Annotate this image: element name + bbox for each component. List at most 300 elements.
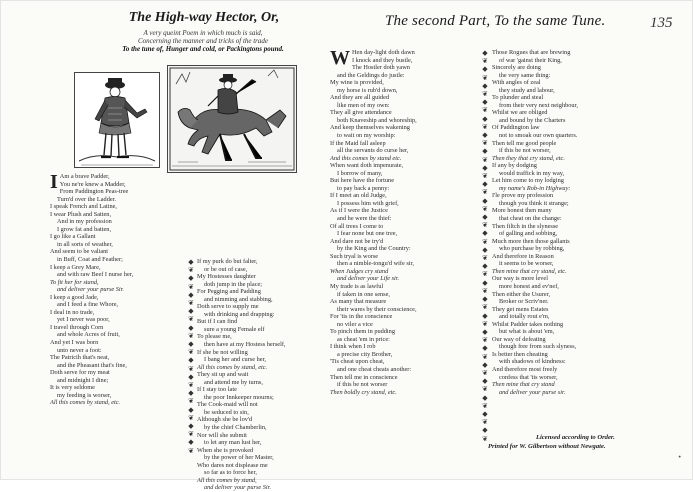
verse-line	[197, 258, 286, 266]
verse-line	[492, 283, 578, 291]
verse-line	[197, 273, 286, 281]
verse-line	[492, 321, 578, 329]
verse-line	[50, 294, 133, 302]
verse-line	[50, 211, 133, 219]
verse-text: If I stay too late	[197, 386, 237, 394]
verse-line	[197, 281, 286, 289]
verse-text: I speak French and Latine,	[50, 203, 117, 211]
verse-line	[330, 117, 417, 125]
verse-line	[197, 356, 286, 364]
verse-line	[50, 392, 133, 400]
verse-line	[330, 223, 417, 231]
verse-line	[330, 207, 417, 215]
verse-text: And this comes by stand etc.	[330, 154, 402, 162]
verse-line	[50, 377, 133, 385]
verse-text: Then mine that cry stand, etc.	[492, 267, 567, 275]
verse-line	[197, 462, 286, 470]
verse-text: all the servants do curse her,	[337, 147, 409, 155]
verse-text: And therefore most freely	[492, 365, 558, 373]
verse-line	[330, 155, 417, 163]
verse-text: And seem to be valiant	[50, 248, 109, 256]
verse-line	[492, 275, 578, 283]
verse-text: then have at my Hostess herself,	[204, 341, 286, 349]
verse-line	[197, 484, 286, 492]
verse-line	[330, 275, 417, 283]
verse-text: to wait on my worship:	[337, 132, 396, 140]
verse-text: of war 'gainst their King,	[499, 56, 562, 64]
verse-line	[492, 238, 578, 246]
verse-line	[330, 87, 417, 95]
verse-line	[330, 306, 417, 314]
verse-text: Then either the Usurer,	[492, 290, 551, 298]
column-4	[492, 49, 578, 396]
verse-line	[492, 343, 578, 351]
standing-gentleman-woodcut	[74, 72, 160, 168]
verse-line	[50, 301, 133, 309]
verse-text: a precise city Brother,	[337, 350, 393, 358]
verse-text: From Paddington Peas-tree	[59, 188, 129, 196]
verse-text: to pay back a penny:	[337, 184, 390, 192]
verse-text: the poor Innkeeper mourns;	[204, 393, 274, 401]
verse-line	[330, 351, 417, 359]
verse-line	[50, 279, 133, 287]
verse-line	[50, 196, 133, 204]
verse-text: that cheat on the change:	[499, 215, 562, 223]
verse-line	[330, 124, 417, 132]
verse-line	[492, 230, 578, 238]
verse-line	[330, 79, 417, 87]
verse-line	[197, 303, 286, 311]
verse-text: Such tryal is worse	[330, 252, 379, 260]
verse-text: my name's Rob-in Highway:	[499, 184, 571, 192]
verse-text: Then mine that cry stand	[492, 381, 555, 389]
verse-line	[492, 49, 578, 57]
column-1	[50, 173, 133, 407]
verse-text: but what is about 'em,	[499, 328, 555, 336]
verse-text: When want doth impenurate,	[330, 162, 404, 170]
verse-line	[492, 268, 578, 276]
verse-text: And therefore in Reason	[492, 252, 554, 260]
verse-line	[50, 181, 133, 189]
verse-line	[50, 399, 133, 407]
verse-text: doth jump in the place;	[204, 280, 263, 288]
verse-text: and attend me by turns,	[204, 378, 263, 386]
verse-text: by the King and the Country:	[337, 245, 411, 253]
verse-line	[492, 147, 578, 155]
verse-line	[492, 94, 578, 102]
verse-line	[197, 477, 286, 485]
verse-line	[197, 439, 286, 447]
verse-text: I knock and they bustle,	[352, 56, 413, 64]
verse-line	[330, 230, 417, 238]
verse-text: like men of my own:	[337, 101, 390, 109]
ballad-title: The High-way Hector, Or,	[128, 10, 280, 25]
horseman-figure-icon	[168, 66, 296, 172]
verse-line	[492, 109, 578, 117]
verse-line	[492, 140, 578, 148]
verse-text: and deliver your purse Sir.	[204, 484, 271, 492]
verse-line	[492, 207, 578, 215]
verse-line	[197, 424, 286, 432]
verse-text: and deliver your purse sir.	[499, 388, 566, 396]
verse-line	[492, 381, 578, 389]
verse-text: My trade is as lawful	[330, 282, 384, 290]
verse-text: I think when I rob	[330, 343, 376, 351]
verse-text: All this comes by stand,	[197, 476, 257, 484]
verse-text: they study and labour,	[499, 86, 555, 94]
verse-line	[197, 371, 286, 379]
verse-text: more honest and ev'nef,	[499, 282, 559, 290]
verse-text: and I feed a fine Whore,	[57, 301, 119, 309]
verse-line	[50, 362, 133, 370]
licensed-note: Licensed according to Order.	[536, 434, 615, 441]
verse-text: My Hostesses daughter	[197, 273, 256, 281]
verse-text: then a nimble-tongu'd wife sir,	[337, 260, 414, 268]
verse-line	[330, 328, 417, 336]
verse-text: Then filtch in the slynesse	[492, 222, 559, 230]
verse-text: For 'tis in the conscience	[330, 313, 393, 321]
verse-text: Our way is more level	[492, 275, 548, 283]
verse-text: Whilst Padder takes nothing	[492, 320, 564, 328]
verse-text: When Judges cry stand	[330, 267, 389, 275]
verse-line	[492, 298, 578, 306]
verse-text: and deliver your Life sir.	[337, 275, 400, 283]
verse-text: with shadows of kindness:	[499, 358, 566, 366]
verse-text: And yet I was born	[50, 339, 99, 347]
verse-text: unto never a foot:	[57, 346, 102, 354]
verse-text: and whole Acres of fruit,	[57, 331, 120, 339]
verse-line	[50, 309, 133, 317]
verse-line	[492, 200, 578, 208]
verse-line	[492, 245, 578, 253]
verse-line	[50, 226, 133, 234]
verse-line	[197, 447, 286, 455]
verse-text: Then boldly cry stand, etc.	[330, 388, 397, 396]
verse-text: in Buff, Coat and Feather;	[57, 256, 123, 264]
verse-text: Who dares not displease me	[197, 461, 268, 469]
verse-text: Turn'd over the Ladder.	[57, 195, 116, 203]
verse-line	[492, 102, 578, 110]
verse-text: If the Maid fall asleep	[330, 139, 386, 147]
verse-line	[50, 331, 133, 339]
verse-text: Is better then cheating	[492, 350, 548, 358]
verse-text: Doth serve to supply me	[197, 303, 259, 311]
verse-text: I keep a good Jade,	[50, 293, 99, 301]
verse-text: be seduced to sin,	[204, 408, 249, 416]
verse-text: would traffick in my way,	[499, 169, 565, 177]
verse-text: Whilst we are obliged	[492, 109, 548, 117]
ornament-divider-2: ◆ ❦ ◆ ❦ ◆ ❦ ◆ ❦ ◆ ❦ ◆ ❦ ◆ ❦ ◆ ❦ ◆ ❦ ◆ ❦ ◆ ❦ ◆ ❦ ◆ ❦ ◆ ❦ ◆ ❦ ◆ ❦ ◆ ❦ ◆ ❦ ◆ ❦ ◆ ❦ ◆ ❦ ◆ ❦ ◆ ❦ ◆ ❦	[482, 49, 488, 443]
verse-line	[330, 358, 417, 366]
verse-text: though free from such slyness,	[499, 343, 577, 351]
verse-line	[492, 389, 578, 397]
verse-text: their wares by their conscience,	[337, 305, 417, 313]
verse-line	[330, 381, 417, 389]
verse-text: Broker or Scriv'ner.	[499, 298, 549, 306]
verse-line	[492, 132, 578, 140]
verse-text: As many that measure	[330, 298, 387, 306]
verse-line	[330, 343, 417, 351]
verse-line	[50, 248, 133, 256]
verse-line	[330, 72, 417, 80]
verse-line	[197, 266, 286, 274]
verse-line	[330, 102, 417, 110]
verse-line	[330, 321, 417, 329]
verse-line	[492, 358, 578, 366]
verse-text: and he were the thief:	[337, 215, 392, 223]
verse-text: as cheat 'em in price:	[337, 335, 390, 343]
verse-text: no viler a vice	[337, 320, 373, 328]
verse-text: But if I can find	[197, 318, 238, 326]
verse-line	[50, 233, 133, 241]
verse-text: Then they that cry stand, etc.	[492, 154, 565, 162]
verse-text: Doth serve for my meat	[50, 369, 110, 377]
verse-text: and the Geldings do justle:	[337, 71, 405, 79]
verse-line	[492, 170, 578, 178]
verse-line	[492, 253, 578, 261]
verse-text: If she be not willing	[197, 348, 248, 356]
verse-line	[492, 223, 578, 231]
verse-text: I deal in no trade,	[50, 308, 95, 316]
verse-line	[330, 177, 417, 185]
verse-text: All this comes by stand, etc.	[50, 399, 121, 407]
verse-text: it seems to be worser,	[499, 260, 554, 268]
verse-line	[330, 260, 417, 268]
verse-text: and nimming and stabbing,	[204, 295, 273, 303]
verse-line	[492, 124, 578, 132]
verse-text: I bang her and curse her,	[204, 356, 266, 364]
column-2	[197, 258, 286, 492]
verse-line	[50, 173, 133, 181]
verse-line	[492, 192, 578, 200]
verse-text: You ne're knew a Madder,	[59, 180, 126, 188]
verse-line	[197, 454, 286, 462]
verse-text: I grow fat and batten,	[57, 225, 112, 233]
verse-line	[492, 57, 578, 65]
verse-text: Our way of defeating	[492, 335, 546, 343]
verse-text: To pinch them in pudding	[330, 328, 395, 336]
verse-text: from their very next neighbour,	[499, 101, 578, 109]
verse-text: To plunder and steal	[492, 94, 544, 102]
verse-line	[50, 339, 133, 347]
page-number: 135	[650, 15, 673, 31]
verse-line	[50, 203, 133, 211]
verse-text: I wear Plush and Satten,	[50, 210, 112, 218]
verse-text: Then tell me in conscience	[330, 373, 398, 381]
verse-line	[330, 94, 417, 102]
verse-text: though you think it strange;	[499, 199, 569, 207]
verse-text: my feeding is worser,	[57, 391, 112, 399]
verse-text: It is very seldome	[50, 384, 95, 392]
drop-cap: W	[330, 47, 350, 69]
verse-line	[50, 241, 133, 249]
verse-line	[492, 306, 578, 314]
verse-line	[492, 351, 578, 359]
verse-line	[197, 333, 286, 341]
verse-text: And keep themselves wakening	[330, 124, 410, 132]
verse-line	[492, 117, 578, 125]
verse-line	[330, 170, 417, 178]
verse-line	[330, 374, 417, 382]
second-part-title: The second Part, To the same Tune.	[385, 13, 606, 29]
verse-text: sure a young Female elf	[204, 325, 265, 333]
verse-text: of galling and sobbing,	[499, 230, 558, 238]
verse-text: I fear none but one tree,	[337, 230, 398, 238]
verse-text: As if I were the Justice	[330, 207, 388, 215]
verse-text: and bound by the Charters	[499, 116, 566, 124]
verse-line	[492, 291, 578, 299]
verse-text: yet I never was poor,	[57, 316, 110, 324]
verse-line	[330, 291, 417, 299]
verse-line	[197, 379, 286, 387]
verse-line	[492, 155, 578, 163]
verse-text: And in my profession	[57, 218, 112, 226]
verse-line	[330, 336, 417, 344]
verse-text: I travel through Corn	[50, 323, 104, 331]
verse-text: The Cook-maid will not	[197, 401, 258, 409]
verse-line	[197, 341, 286, 349]
verse-text: Those Rogues that are brewing	[492, 49, 571, 56]
verse-text: my horse is rub'd down,	[337, 86, 398, 94]
verse-line	[492, 185, 578, 193]
verse-line	[492, 162, 578, 170]
verse-text: I'le prove my profession	[492, 192, 554, 200]
verse-line	[197, 311, 286, 319]
verse-text: I borrow of many,	[337, 169, 383, 177]
verse-text: Sincerely are doing	[492, 64, 541, 72]
verse-text: and one cheat cheats another:	[337, 365, 412, 373]
ornament-divider-1: ◆ ❦ ◆ ❦ ◆ ❦ ◆ ❦ ◆ ❦ ◆ ❦ ◆ ❦ ◆ ❦ ◆ ❦ ◆ ❦ ◆ ❦ ◆ ❦	[188, 258, 194, 455]
verse-text: and deliver your purse Sir.	[57, 286, 124, 294]
verse-text: Nor will she submit	[197, 431, 247, 439]
verse-text: if this be not worser,	[499, 147, 551, 155]
verse-line	[50, 188, 133, 196]
verse-text: in all sorts of weather,	[57, 240, 113, 248]
verse-line	[330, 389, 417, 397]
verse-line	[197, 349, 286, 357]
verse-text: who purchase by robbing,	[499, 245, 565, 253]
verse-text: Of all trees I come to	[330, 222, 384, 230]
verse-line	[492, 177, 578, 185]
verse-line	[492, 72, 578, 80]
verse-text: Let him come to my lodging	[492, 177, 564, 185]
verse-text: My wine is provided,	[330, 79, 384, 87]
verse-text: both Knaveship and whoreship,	[337, 116, 417, 124]
verse-line	[330, 313, 417, 321]
verse-line	[330, 185, 417, 193]
verse-line	[50, 218, 133, 226]
verse-line	[50, 316, 133, 324]
verse-text: If my purk do but falter,	[197, 258, 258, 265]
verse-line	[197, 394, 286, 402]
verse-line	[492, 313, 578, 321]
verse-line	[50, 324, 133, 332]
verse-line	[492, 328, 578, 336]
verse-text: Although she be lov'd	[197, 416, 253, 424]
verse-text: When she is provoked	[197, 446, 254, 454]
verse-text: More honest then many	[492, 207, 552, 215]
subtitle-line-3: To the tune of, Hunger and cold, or Packingtons pound.	[122, 45, 284, 53]
drop-cap: I	[50, 171, 58, 193]
verse-line	[492, 374, 578, 382]
verse-text: And they are all guided	[330, 94, 390, 102]
verse-text: If I meet an old Judge,	[330, 192, 387, 200]
verse-line	[50, 347, 133, 355]
ballad-subtitle	[103, 29, 303, 53]
verse-text: so far as to force her,	[204, 469, 257, 477]
verse-line	[197, 386, 286, 394]
verse-text: confess that 'tis worser,	[499, 373, 558, 381]
verse-line	[197, 401, 286, 409]
verse-line	[330, 147, 417, 155]
verse-line	[492, 215, 578, 223]
verse-text: to let any man lust her,	[204, 439, 262, 447]
verse-line	[50, 264, 133, 272]
printer-imprint: Printed for W. Gilbertson without Newgate.	[488, 443, 606, 450]
verse-text: All this comes by stand, etc.	[197, 363, 268, 371]
verse-text: Hen day-light doth dawn	[352, 49, 415, 56]
verse-text: if this be not worser	[337, 381, 388, 389]
margin-mark: ·	[677, 449, 683, 466]
verse-text: Much more then those gallants	[492, 237, 570, 245]
verse-text: With angles of zeal	[492, 79, 541, 87]
column-3	[330, 49, 417, 396]
verse-text: Of Paddington law	[492, 124, 540, 132]
verse-line	[330, 253, 417, 261]
verse-text: The Patricih that's neat,	[50, 354, 110, 362]
verse-text: if taken in one sense,	[337, 290, 390, 298]
verse-line	[50, 369, 133, 377]
verse-text: or be out of case,	[204, 265, 248, 273]
verse-text: To please me,	[197, 333, 232, 341]
verse-text: and with raw Beef I nurse her,	[57, 271, 134, 279]
verse-line	[330, 238, 417, 246]
verse-line	[330, 140, 417, 148]
verse-line	[197, 288, 286, 296]
verse-line	[492, 366, 578, 374]
verse-text: I go like a Gallant	[50, 233, 96, 241]
verse-text: But here have the fortune	[330, 177, 394, 185]
verse-line	[197, 318, 286, 326]
verse-line	[50, 256, 133, 264]
verse-line	[330, 162, 417, 170]
verse-text: and totally rout e'm,	[499, 313, 550, 321]
verse-text: For Pegging and Padding	[197, 288, 261, 296]
verse-text: with drinking and drapping:	[204, 310, 275, 318]
verse-line	[197, 364, 286, 372]
verse-text: And dare not be try'd	[330, 237, 384, 245]
verse-text: They sit up and wait	[197, 371, 249, 379]
verse-line	[197, 326, 286, 334]
verse-line	[330, 298, 417, 306]
verse-line	[330, 109, 417, 117]
verse-line	[492, 79, 578, 87]
subtitle-line-1: A very queint Poem in which much is said,	[143, 29, 263, 37]
verse-text: not to smoak our own quarters.	[499, 132, 578, 140]
verse-text: They all give attendance	[330, 109, 392, 117]
verse-text: and midnight I dine;	[57, 376, 109, 384]
verse-line	[330, 192, 417, 200]
verse-line	[50, 271, 133, 279]
verse-line	[197, 409, 286, 417]
verse-line	[330, 366, 417, 374]
verse-text: Am a brave Padder,	[59, 173, 110, 180]
verse-line	[330, 200, 417, 208]
verse-line	[50, 286, 133, 294]
gentleman-figure-icon	[75, 73, 159, 167]
verse-text: by the power of her Master,	[204, 454, 274, 462]
verse-text: If any by dodging	[492, 162, 537, 170]
